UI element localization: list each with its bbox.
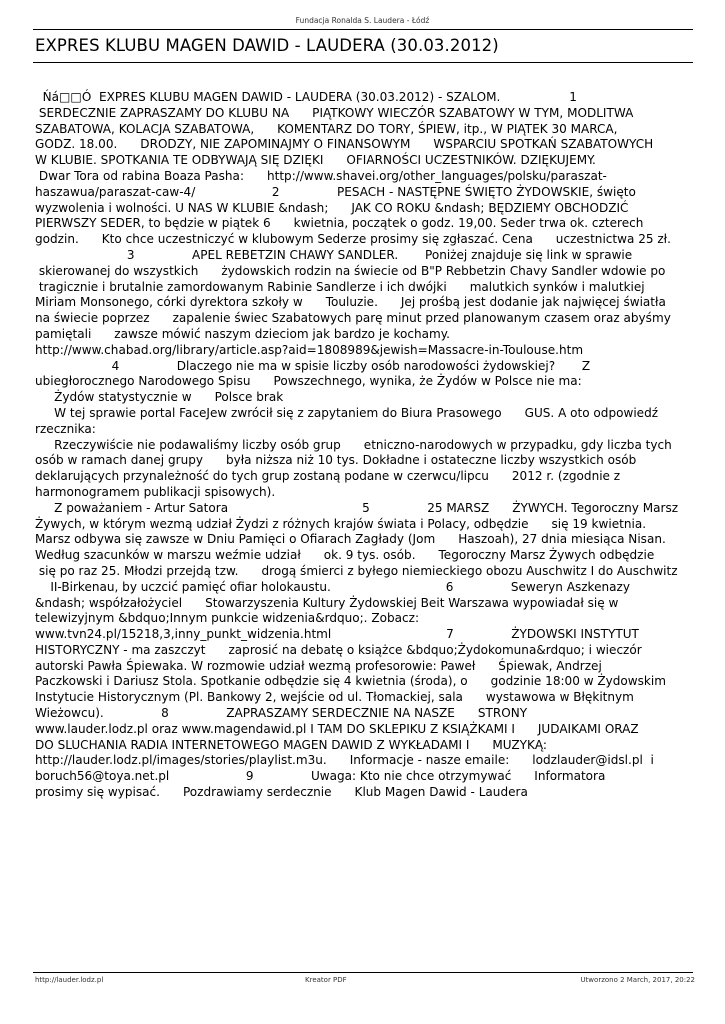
- body-line: II-Birkenau, by uczcić pamięć ofiar holokaustu. 6 Seweryn Aszkenazy: [35, 579, 630, 594]
- body-line: Wieżowcu). 8 ZAPRASZAMY SERDECZNIE NA NASZE STRONY: [35, 706, 528, 721]
- body-line: się po raz 25. Młodzi przejdą tzw. drogą śmierci z byłego niemieckiego obozu Auschwitz I do Auschwitz: [35, 563, 678, 578]
- footer-divider: [33, 972, 693, 973]
- body-line: wyzwolenia i wolności. U NAS W KLUBIE &ndash; JAK CO ROKU &ndash; BĘDZIEMY OBCHODZIĆ: [35, 200, 629, 215]
- body-line: harmonogramem publikacji spisowych).: [35, 484, 276, 499]
- body-line: DO SLUCHANIA RADIA INTERNETOWEGO MAGEN DAWID Z WYKŁADAMI I MUZYKĄ:: [35, 737, 547, 752]
- footer-url: http://lauder.lodz.pl: [35, 976, 104, 984]
- body-line: prosimy się wypisać. Pozdrawiamy serdecznie Klub Magen Dawid - Laudera: [35, 785, 528, 800]
- body-line: Instytucie Historycznym (Pl. Bankowy 2, wejście od ul. Tłomackiej, sala wystawowa w Błękitnym: [35, 690, 634, 705]
- body-line: telewizyjnym &bdquo;Innym punkcie widzenia&rdquo;. Zobacz:: [35, 611, 420, 626]
- document-title: EXPRES KLUBU MAGEN DAWID - LAUDERA (30.03.2012): [35, 36, 499, 55]
- body-line: boruch56@toya.net.pl 9 Uwaga: Kto nie chce otrzymywać Informatora: [35, 769, 606, 784]
- body-line: pamiętali zawsze mówić naszym dzieciom jak bardzo je kochamy.: [35, 326, 450, 341]
- body-line: deklarujących przynależność do tych grup zostaną podane w czerwcu/lipcu 2012 r. (zgodnie z: [35, 469, 621, 484]
- document-body: [35, 90, 695, 801]
- body-line: HISTORYCZNY - ma zaszczyt zaprosić na debatę o książce &bdquo;Żydokomuna&rdquo; i wieczór: [35, 642, 642, 657]
- body-line: rzecznika:: [35, 421, 96, 436]
- body-line: www.lauder.lodz.pl oraz www.magendawid.pl I TAM DO SKLEPIKU Z KSIĄŻKAMI I JUDAIKAMI ORAZ: [35, 721, 639, 736]
- body-line: http://lauder.lodz.pl/images/stories/playlist.m3u. Informacje - nasze emaile: lodzlauder@idsl.pl i: [35, 753, 654, 768]
- body-line: na świecie poprzez zapalenie świec Szabatowych parę minut przed planowanym czasem oraz abyśmy: [35, 311, 671, 326]
- body-line: SZABATOWA, KOLACJA SZABATOWA, KOMENTARZ DO TORY, ŚPIEW, itp., W PIĄTEK 30 MARCA,: [35, 121, 618, 136]
- body-line: Żywych, w którym wezmą udział Żydzi z różnych krajów świata i Polacy, odbędzie się 19 kwietnia.: [35, 516, 647, 531]
- site-name: Fundacja Ronalda S. Laudera - Łódź: [295, 16, 430, 25]
- body-line: GODZ. 18.00. DRODZY, NIE ZAPOMINAJMY O FINANSOWYM WSPARCIU SPOTKAŃ SZABATOWYCH: [35, 137, 654, 152]
- body-line: skierowanej do wszystkich żydowskich rodzin na świecie od B"P Rebbetzin Chavy Sandler wdowie po: [35, 263, 666, 278]
- body-line: &ndash; współzałożyciel Stowarzyszenia Kultury Żydowskiej Beit Warszawa wypowiadał się w: [35, 595, 619, 610]
- body-line: PIERWSZY SEDER, to będzie w piątek 6 kwietnia, początek o godz. 19,00. Seder trwa ok. czterech: [35, 216, 644, 231]
- body-line: Rzeczywiście nie podawaliśmy liczby osób grup etniczno-narodowych w przypadku, gdy liczba tych: [35, 437, 672, 452]
- body-line: Miriam Monsonego, córki dyrektora szkoły w Touluzie. Jej prośbą jest dodanie jak najwięcej światła: [35, 295, 666, 310]
- footer-created: Utworzono 2 March, 2017, 20:22: [580, 976, 695, 984]
- body-line: W KLUBIE. SPOTKANIA TE ODBYWAJĄ SIĘ DZIĘKI OFIARNOŚCI UCZESTNIKÓW. DZIĘKUJEMY.: [35, 153, 596, 168]
- body-line: www.tvn24.pl/15218,3,inny_punkt_widzenia.html 7 ŻYDOWSKI INSTYTUT: [35, 627, 639, 642]
- body-line: Żydów statystycznie w Polsce brak: [35, 390, 284, 405]
- body-line: ubiegłorocznego Narodowego Spisu Powszechnego, wynika, że Żydów w Polsce nie ma:: [35, 374, 582, 389]
- body-line: Ńá□□Ó EXPRES KLUBU MAGEN DAWID - LAUDERA (30.03.2012) - SZALOM. 1: [35, 90, 577, 104]
- title-divider: [33, 62, 693, 63]
- body-line: Według szacunków w marszu weźmie udział ok. 9 tys. osób. Tegoroczny Marsz Żywych odbędzie: [35, 548, 655, 563]
- header-divider: [33, 29, 693, 30]
- body-line: godzin. Kto chce uczestniczyć w klubowym Sederze prosimy się zgłaszać. Cena uczestnictwa 25 zł.: [35, 232, 671, 247]
- body-line: tragicznie i brutalnie zamordowanym Rabinie Sandlerze i ich dwójki malutkich synków i malutkiej: [35, 279, 645, 294]
- body-line: haszawua/paraszat-caw-4/ 2 PESACH - NASTĘPNE ŚWIĘTO ŻYDOWSKIE, święto: [35, 184, 636, 199]
- body-line: autorski Pawła Śpiewaka. W rozmowie udział wezmą profesorowie: Paweł Śpiewak, Andrzej: [35, 658, 602, 673]
- body-line: Paczkowski i Dariusz Stola. Spotkanie odbędzie się 4 kwietnia (środa), o godzinie 18:00 w Żydowskim: [35, 674, 666, 689]
- body-line: osób w ramach danej grupy była niższa niż 10 tys. Dokładne i ostateczne liczby wszystkich osób: [35, 453, 637, 468]
- body-line: Marsz odbywa się zawsze w Dniu Pamięci o Ofiarach Zagłady (Jom Haszoah), 27 dnia miesiąca Nisan.: [35, 532, 666, 547]
- body-line: SERDECZNIE ZAPRASZAMY DO KLUBU NA PIĄTKOWY WIECZÓR SZABATOWY W TYM, MODLITWA: [35, 105, 634, 120]
- body-line: http://www.chabad.org/library/article.asp?aid=1808989&jewish=Massacre-in-Toulouse.htm: [35, 342, 584, 357]
- body-line: 3 APEL REBETZIN CHAWY SANDLER. Poniżej znajduje się link w sprawie: [35, 247, 633, 262]
- body-line: Dwar Tora od rabina Boaza Pasha: http://www.shavei.org/other_languages/polsku/paraszat-: [35, 168, 607, 183]
- body-line: 4 Dlaczego nie ma w spisie liczby osób narodowości żydowskiej? Z: [35, 358, 591, 373]
- body-line: W tej sprawie portal FaceJew zwrócił się z zapytaniem do Biura Prasowego GUS. A oto odpowiedź: [35, 405, 659, 420]
- footer-generator: Kreator PDF: [305, 976, 347, 984]
- body-line: Z poważaniem - Artur Satora 5 25 MARSZ ŻYWYCH. Tegoroczny Marsz: [35, 500, 679, 515]
